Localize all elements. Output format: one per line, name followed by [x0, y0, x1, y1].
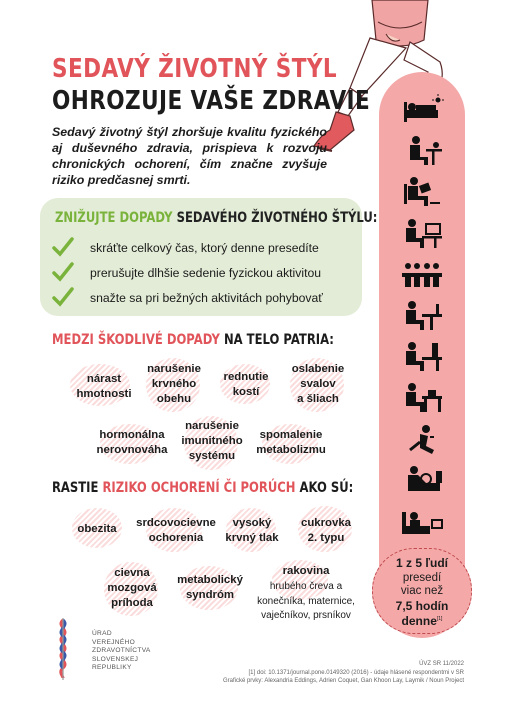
checkmark-icon	[52, 286, 74, 308]
stat-line-3: viac než	[400, 585, 444, 598]
driving-car-icon	[400, 465, 444, 495]
watching-tv-on-sofa-icon	[400, 506, 444, 536]
risk-item-cancer: rakovina hrubého čreva a konečníka, maternice, vaječníkov, prsníkov	[257, 565, 355, 622]
meeting-at-table-icon	[400, 259, 444, 289]
agency-name: ÚRAD VEREJNÉHO ZDRAVOTNÍCTVA SLOVENSKEJ REPUBLIKY	[92, 630, 151, 672]
publication-code: ÚVZ SR 11/2022	[419, 661, 464, 667]
agency-logo-icon	[52, 618, 74, 680]
relaxing-icon	[400, 424, 444, 454]
stat-ref: [1]	[436, 616, 443, 623]
reading-in-chair-icon	[400, 176, 444, 206]
desk-work-icon	[400, 382, 444, 412]
office-desk-icon	[400, 341, 444, 371]
reduce-title	[55, 210, 377, 226]
stat-line-5: denne	[401, 614, 437, 629]
sleeping-in-bed-icon	[400, 94, 444, 124]
stat-line-2: presedí	[402, 571, 442, 584]
effect-item: hormonálna nerovnováha	[96, 429, 168, 456]
risks-title-end: AKO SÚ:	[299, 480, 354, 496]
risk-item: cievna mozgová príhoda	[107, 567, 157, 609]
reduce-title-rest: SEDAVÉHO ŽIVOTNÉHO ŠTÝLU:	[176, 210, 378, 226]
risk-item: metabolický syndróm	[177, 574, 243, 601]
effects-title	[52, 332, 334, 348]
risks-title	[52, 480, 353, 496]
risks-title-start: RASTIE	[52, 480, 99, 496]
footer-notes	[223, 660, 464, 686]
effect-item: spomalenie metabolizmu	[256, 429, 326, 456]
title-line-1: SEDAVÝ ŽIVOTNÝ ŠTÝL	[52, 54, 338, 84]
effect-item: narušenie krvného obehu	[147, 363, 201, 405]
risks-title-highlight: RIZIKO OCHORENÍ ČI PORÚCH	[102, 480, 296, 496]
effects-title-highlight: MEDZI ŠKODLIVÉ DOPADY	[52, 332, 220, 348]
effect-item: narušenie imunitného systému	[181, 420, 243, 462]
effect-item: oslabenie svalov a šliach	[291, 363, 345, 405]
effect-item: nárast hmotnosti	[76, 373, 132, 400]
checkmark-icon	[52, 261, 74, 283]
effects-title-rest: NA TELO PATRIA:	[223, 332, 334, 348]
effect-item: rednutie kostí	[223, 371, 269, 398]
stat-line-4: 7,5 hodín	[395, 598, 449, 613]
checkmark-icon	[52, 236, 74, 258]
citation: [1] doi: 10.1371/journal.pone.0149320 (2016) - údaje hlásené respondentmi v SR	[248, 669, 464, 676]
title-line-2: OHROZUJE VAŠE ZDRAVIE	[52, 86, 371, 116]
eating-at-table-icon	[400, 135, 444, 165]
risk-item: vysoký krvný tlak	[225, 517, 279, 544]
risk-item: cukrovka 2. typu	[300, 517, 352, 544]
graphic-credits: Grafické prvky: Alexandria Eddings, Adrien Coquet, Gan Khoon Lay, Laymik / Noun Project	[222, 678, 464, 685]
statistic-badge	[372, 548, 472, 634]
stat-line-1: 1 z 5 ľudí	[396, 556, 448, 570]
risk-item: obezita	[77, 523, 117, 535]
risk-item: srdcovocievne ochorenia	[136, 517, 216, 544]
activity-icon-column	[400, 94, 444, 547]
dining-icon	[400, 300, 444, 330]
intro-text: Sedavý životný štýl zhoršuje kvalitu fyzického aj duševného zdravia, prispieva k rozvoju chronických ochorení, čím značne zvyšuje riziko predčasnej smrti.	[52, 125, 327, 188]
working-at-computer-icon	[400, 218, 444, 248]
reduce-title-highlight: ZNIŽUJTE DOPADY	[55, 210, 173, 226]
